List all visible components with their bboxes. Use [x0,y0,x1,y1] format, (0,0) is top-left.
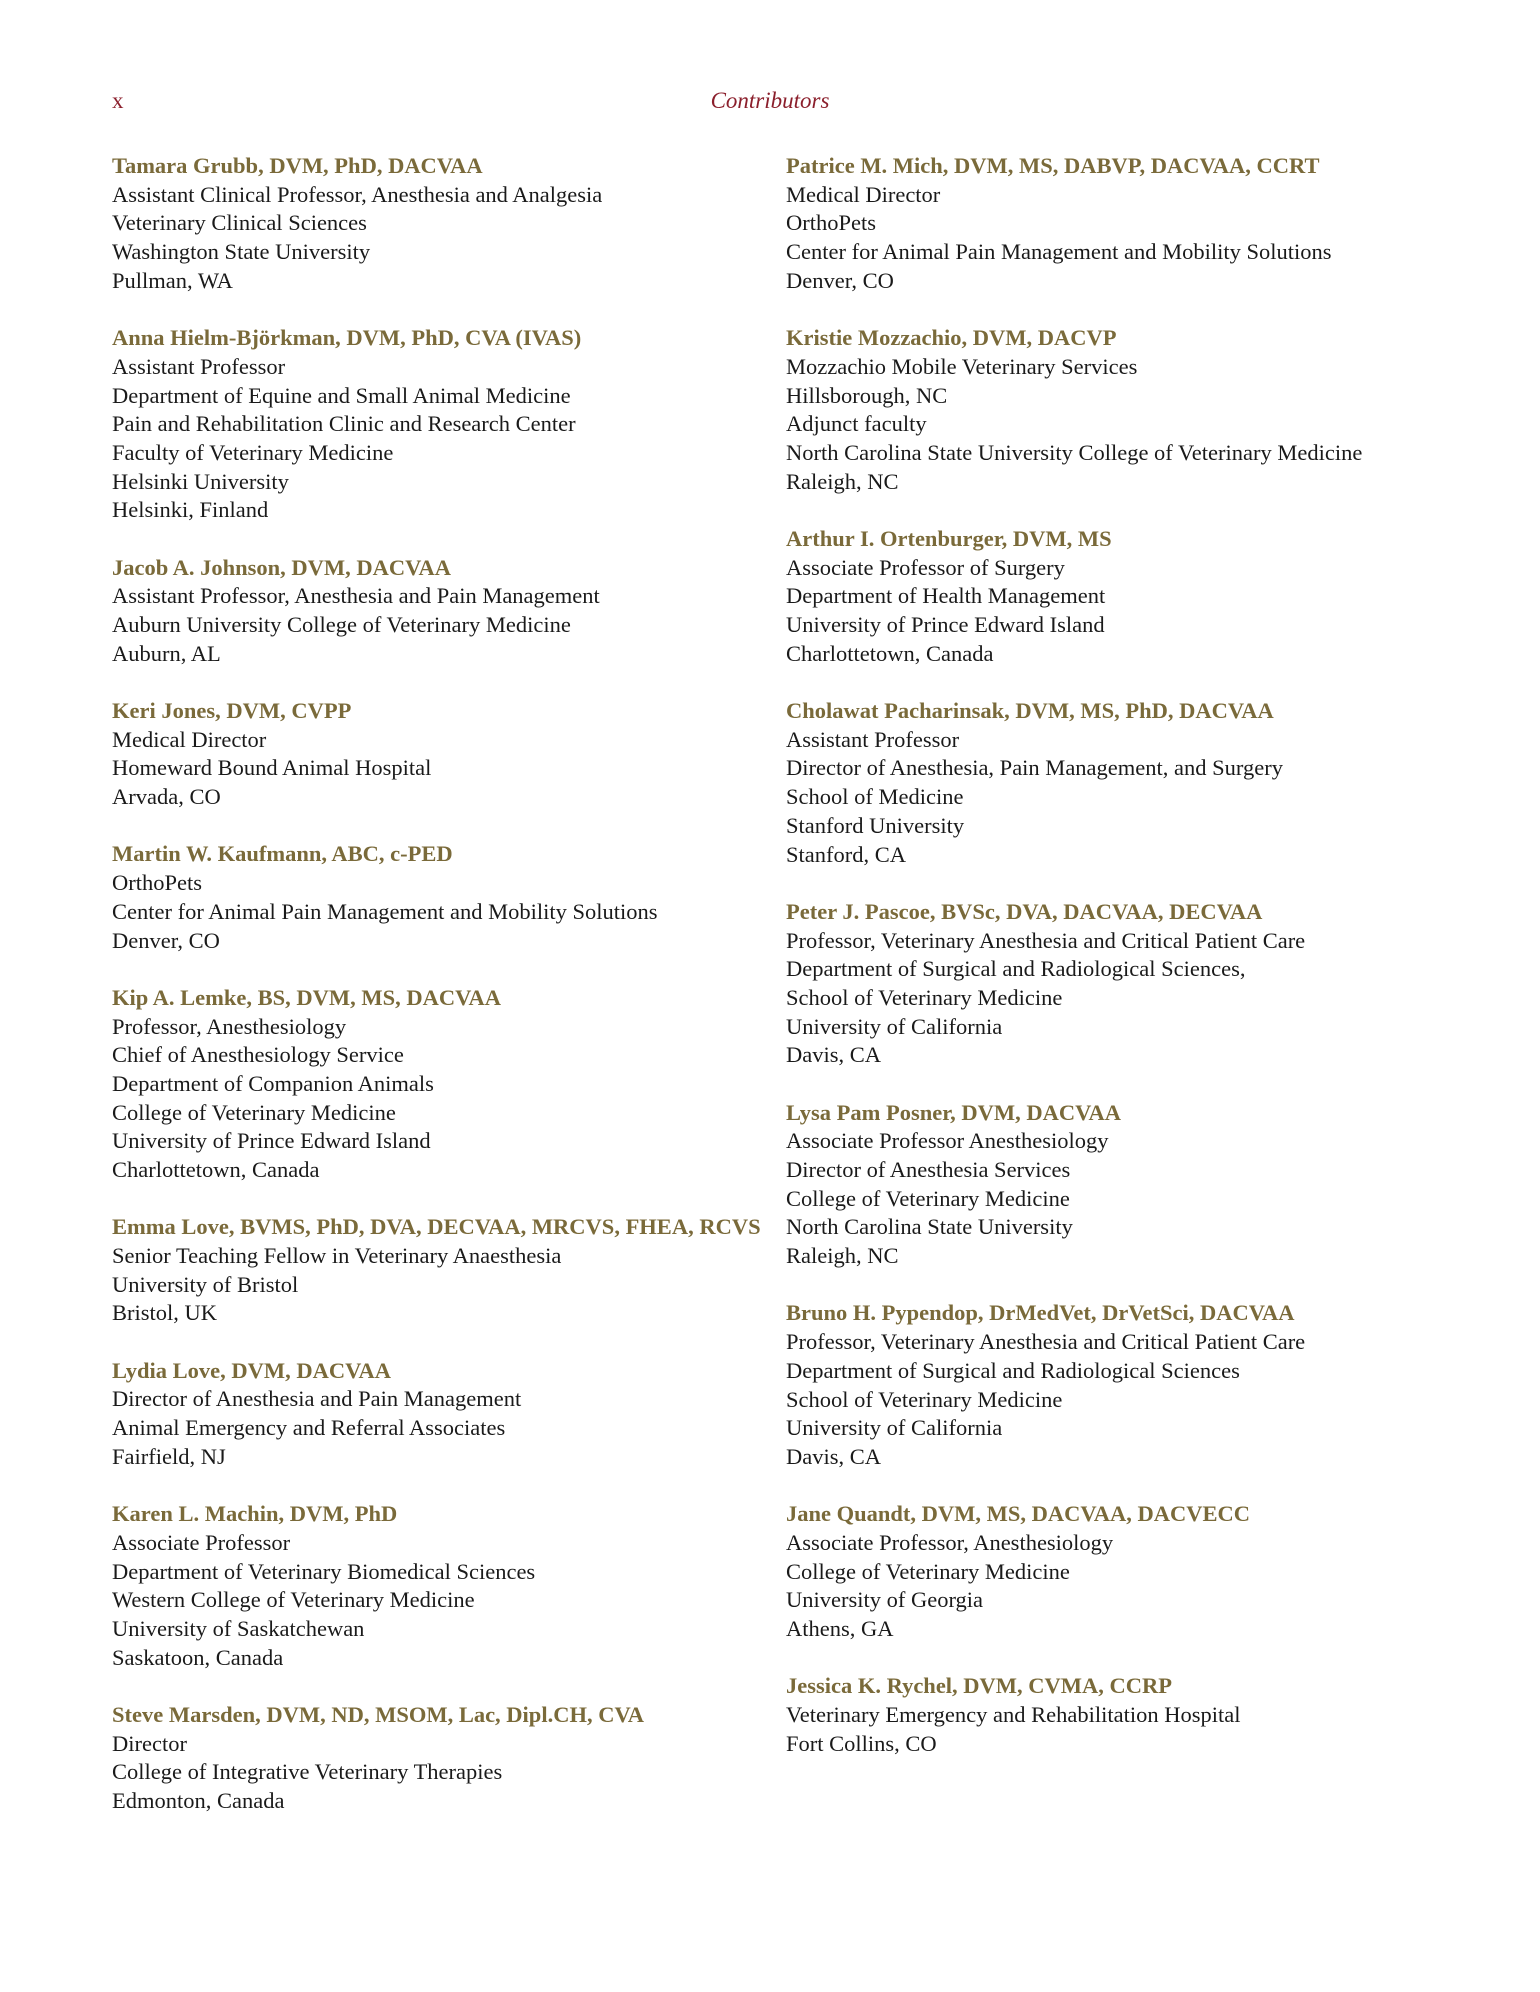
contributor-affiliation-line: College of Veterinary Medicine [786,1558,1070,1584]
contributor-entry [112,1357,786,1472]
contributor-entry [786,525,1442,669]
contributor-entry [786,324,1442,496]
contributor-affiliation-line: Department of Surgical and Radiological Sciences, [786,956,1246,982]
contributor-affiliation-line: Bristol, UK [112,1300,218,1326]
contributor-affiliation-line: Washington State University [112,239,371,265]
contributor-affiliation-line: Senior Teaching Fellow in Veterinary Anaesthesia [112,1243,562,1269]
contributor-affiliation-line: Director of Anesthesia Services [786,1157,1071,1183]
contributor-affiliation-line: Davis, CA [786,1042,881,1068]
contributor-affiliation-line: Saskatoon, Canada [112,1644,284,1670]
contributor-affiliation-line: Edmonton, Canada [112,1788,285,1814]
contributor-entry [112,554,786,669]
contributor-entry [112,697,786,812]
page-number: x [112,88,124,113]
contributor-affiliation-line: University of Prince Edward Island [112,1128,431,1154]
contributor-affiliation-line: School of Veterinary Medicine [786,1386,1063,1412]
contributor-affiliation-line: Davis, CA [786,1443,881,1469]
running-title: Contributors [710,88,830,113]
contributor-entry [112,1500,786,1672]
contributor-name: Bruno H. Pypendop, DrMedVet, DrVetSci, DACVAA [786,1300,1295,1326]
contributor-affiliation-line: Western College of Veterinary Medicine [112,1587,475,1613]
contributor-affiliation-line: University of California [786,1013,1003,1039]
contributor-entry [786,1099,1442,1271]
contributor-name: Jacob A. Johnson, DVM, DACVAA [112,554,452,580]
contributor-affiliation-line: Raleigh, NC [786,468,899,494]
contributor-name: Keri Jones, DVM, CVPP [112,698,352,724]
contributor-affiliation-line: Denver, CO [112,927,220,953]
contributor-affiliation-line: Adjunct faculty [786,411,927,437]
page-header [0,86,1540,120]
contributor-affiliation-line: North Carolina State University College of Veterinary Medicine [786,439,1363,465]
contributor-affiliation-line: Mozzachio Mobile Veterinary Services [786,353,1138,379]
contributor-affiliation-line: Medical Director [112,726,267,752]
contributor-entry [112,152,786,296]
contributor-affiliation-line: OrthoPets [112,870,202,896]
contributor-entry [786,1500,1442,1644]
contributor-affiliation-line: Charlottetown, Canada [112,1157,320,1183]
contributor-affiliation-line: Faculty of Veterinary Medicine [112,439,394,465]
contributor-affiliation-line: Medical Director [786,181,941,207]
contributor-affiliation-line: Charlottetown, Canada [786,640,994,666]
contributor-name: Kip A. Lemke, BS, DVM, MS, DACVAA [112,984,501,1010]
contributor-affiliation-line: Auburn, AL [112,640,221,666]
contributor-name: Tamara Grubb, DVM, PhD, DACVAA [112,153,483,178]
contributor-affiliation-line: Center for Animal Pain Management and Mobility Solutions [112,898,658,924]
contributor-entry [112,1701,786,1816]
contributor-affiliation-line: Department of Surgical and Radiological Sciences [786,1357,1240,1383]
contributor-affiliation-line: Professor, Veterinary Anesthesia and Critical Patient Care [786,927,1306,953]
contributor-name: Jane Quandt, DVM, MS, DACVAA, DACVECC [786,1501,1250,1527]
contributor-affiliation-line: Department of Health Management [786,583,1106,609]
contributor-name: Peter J. Pascoe, BVSc, DVA, DACVAA, DECVAA [786,898,1263,924]
contributor-affiliation-line: Assistant Professor, Anesthesia and Pain Management [112,583,600,609]
contributor-entry [786,1299,1442,1471]
contributor-name: Emma Love, BVMS, PhD, DVA, DECVAA, MRCVS, FHEA, RCVS [112,1214,761,1240]
contributor-affiliation-line: Stanford University [786,812,965,838]
contributor-affiliation-line: University of Prince Edward Island [786,612,1105,638]
contributor-affiliation-line: Auburn University College of Veterinary Medicine [112,612,571,638]
contributor-affiliation-line: Denver, CO [786,267,894,293]
contributor-affiliation-line: Veterinary Emergency and Rehabilitation Hospital [786,1702,1241,1728]
contributor-entry [786,898,1442,1070]
contributor-affiliation-line: Hillsborough, NC [786,382,948,408]
contributor-affiliation-line: Arvada, CO [112,784,221,810]
contributor-affiliation-line: University of Saskatchewan [112,1615,365,1641]
contributor-affiliation-line: Helsinki University [112,468,289,494]
contributor-name: Jessica K. Rychel, DVM, CVMA, CCRP [786,1673,1173,1699]
contributor-name: Anna Hielm-Björkman, DVM, PhD, CVA (IVAS) [112,325,582,351]
contributor-name: Patrice M. Mich, DVM, MS, DABVP, DACVAA, CCRT [786,153,1320,178]
contributor-affiliation-line: Assistant Professor [112,353,286,379]
contributor-entry [786,697,1442,869]
contributor-affiliation-line: Department of Equine and Small Animal Medicine [112,382,571,408]
contributor-affiliation-line: Veterinary Clinical Sciences [112,210,367,236]
contributor-affiliation-line: Stanford, CA [786,841,906,867]
contributor-affiliation-line: Assistant Clinical Professor, Anesthesia and Analgesia [112,181,603,207]
contributor-affiliation-line: Homeward Bound Animal Hospital [112,755,432,781]
contributor-affiliation-line: Associate Professor Anesthesiology [786,1128,1109,1154]
contributor-name: Cholawat Pacharinsak, DVM, MS, PhD, DACVAA [786,698,1274,724]
contributor-affiliation-line: Director [112,1730,187,1756]
contributor-affiliation-line: OrthoPets [786,210,876,236]
contributor-affiliation-line: Director of Anesthesia, Pain Management, and Surgery [786,755,1283,781]
contributor-name: Martin W. Kaufmann, ABC, c-PED [112,841,453,867]
contributor-entry [112,1213,786,1328]
right-column [786,152,1442,1844]
contributor-affiliation-line: School of Medicine [786,784,964,810]
contributor-name: Steve Marsden, DVM, ND, MSOM, Lac, Dipl.CH, CVA [112,1701,645,1727]
contributor-affiliation-line: Athens, GA [786,1616,894,1642]
contributor-name: Arthur I. Ortenburger, DVM, MS [786,525,1112,551]
contributor-affiliation-line: University of California [786,1415,1003,1441]
contributor-affiliation-line: School of Veterinary Medicine [786,984,1063,1010]
contributor-entry [786,152,1442,296]
contributor-name: Lydia Love, DVM, DACVAA [112,1357,391,1383]
contributor-affiliation-line: Professor, Anesthesiology [112,1013,347,1039]
contributor-affiliation-line: Director of Anesthesia and Pain Management [112,1386,522,1412]
contributor-affiliation-line: Fairfield, NJ [112,1443,226,1469]
contributor-affiliation-line: College of Veterinary Medicine [786,1185,1070,1211]
left-column [112,152,786,1844]
contributor-affiliation-line: College of Integrative Veterinary Therapies [112,1759,503,1785]
contributor-affiliation-line: University of Georgia [786,1587,984,1613]
contributor-entry [786,1672,1442,1758]
contributor-name: Karen L. Machin, DVM, PhD [112,1501,398,1527]
contributor-affiliation-line: Pain and Rehabilitation Clinic and Research Center [112,411,576,437]
contributor-affiliation-line: Pullman, WA [112,267,233,293]
contributor-affiliation-line: University of Bristol [112,1271,299,1297]
contributor-affiliation-line: Helsinki, Finland [112,497,269,523]
contributor-affiliation-line: North Carolina State University [786,1214,1073,1240]
contributor-affiliation-line: Associate Professor [112,1529,291,1555]
contributor-name: Lysa Pam Posner, DVM, DACVAA [786,1099,1122,1125]
contributor-affiliation-line: Department of Companion Animals [112,1070,434,1096]
contributor-affiliation-line: Professor, Veterinary Anesthesia and Critical Patient Care [786,1329,1306,1355]
contributor-affiliation-line: Associate Professor, Anesthesiology [786,1529,1114,1555]
contributor-affiliation-line: Department of Veterinary Biomedical Sciences [112,1558,536,1584]
contributor-affiliation-line: Assistant Professor [786,726,960,752]
contributor-entry [112,324,786,525]
contributor-name: Kristie Mozzachio, DVM, DACVP [786,325,1117,351]
contributor-entry [112,840,786,955]
contributor-affiliation-line: Chief of Anesthesiology Service [112,1042,404,1068]
contributor-affiliation-line: Associate Professor of Surgery [786,554,1065,580]
contributor-affiliation-line: College of Veterinary Medicine [112,1099,396,1125]
contributor-affiliation-line: Center for Animal Pain Management and Mobility Solutions [786,239,1332,265]
contributors-list [112,152,1442,1844]
contributor-affiliation-line: Raleigh, NC [786,1243,899,1269]
contributor-affiliation-line: Fort Collins, CO [786,1730,937,1756]
contributor-affiliation-line: Animal Emergency and Referral Associates [112,1415,506,1441]
contributor-entry [112,984,786,1185]
